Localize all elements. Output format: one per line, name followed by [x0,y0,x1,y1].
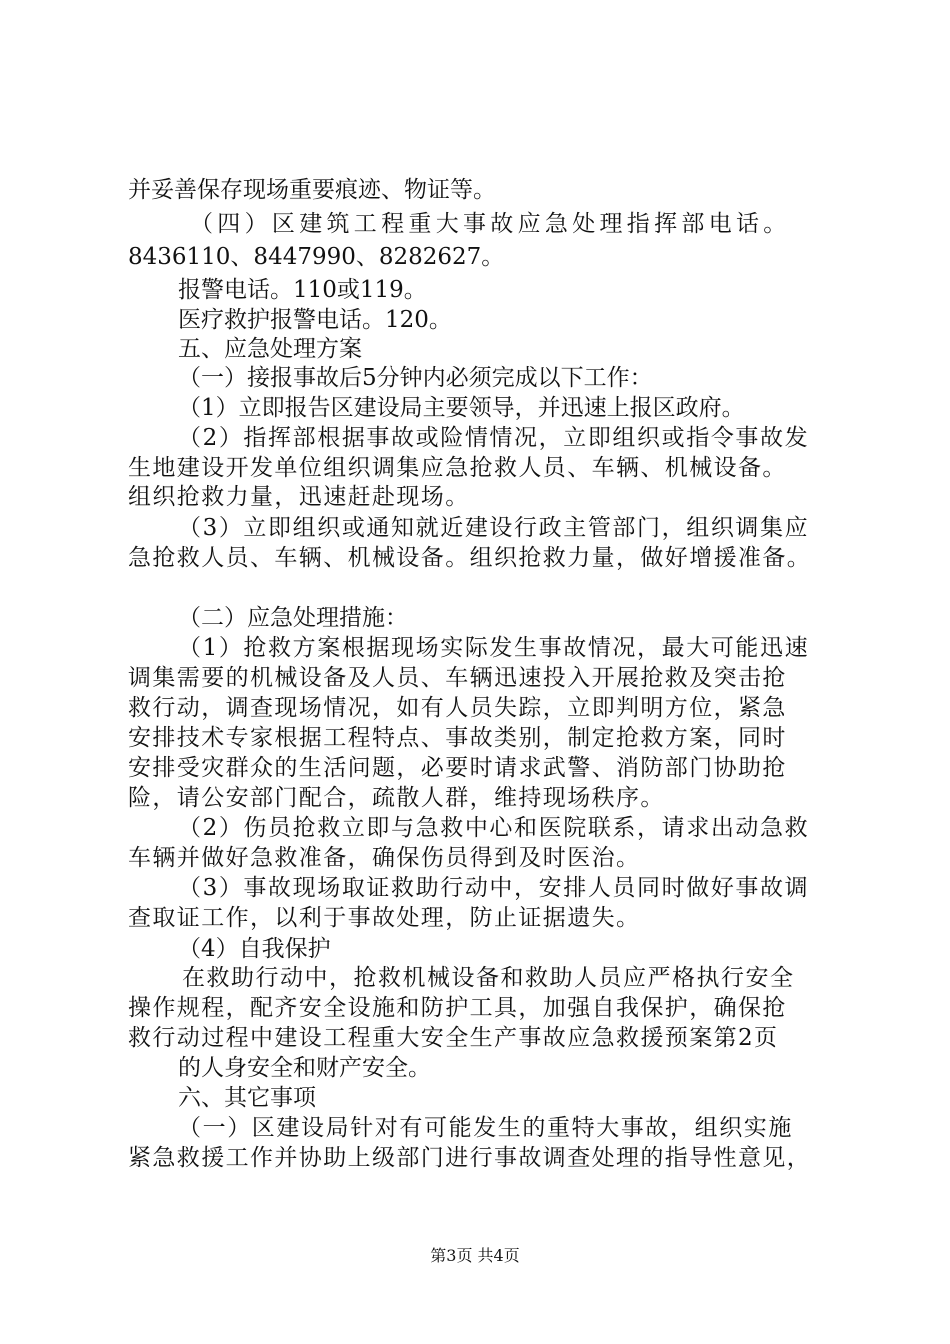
text-line: 救行动，调查现场情况，如有人员失踪，立即判明方位，紧急 [128,695,787,721]
text-line: 的人身安全和财产安全。 [178,1055,431,1081]
text-line: 报警电话。110或119。 [178,277,427,303]
text-line: （2）伤员抢救立即与急救中心和医院联系，请求出动急救 [178,815,810,841]
text-line: 紧急救援工作并协助上级部门进行事故调查处理的指导性意见， [128,1145,812,1171]
text-line: 救行动过程中建设工程重大安全生产事故应急救援预案第2页 [128,1025,779,1051]
text-line: 安排受灾群众的生活问题，必要时请求武警、消防部门协助抢 [128,755,787,781]
text-line: （一）区建设局针对有可能发生的重特大事故，组织实施 [178,1115,793,1141]
text-line: 生地建设开发单位组织调集应急抢救人员、车辆、机械设备。 [128,455,787,481]
text-line: （一）接报事故后5分钟内必须完成以下工作： [178,365,653,391]
text-line: 组织抢救力量，迅速赶赴现场。 [128,484,470,510]
text-line: （3）事故现场取证救助行动中，安排人员同时做好事故调 [178,875,810,901]
text-line: 在救助行动中，抢救机械设备和救助人员应严格执行安全 [182,965,795,991]
section-heading: 五、应急处理方案 [178,336,362,362]
text-line: （3）立即组织或通知就近建设行政主管部门，组织调集应 [178,515,810,541]
section-heading: 六、其它事项 [178,1085,316,1111]
text-line: （四）区建筑工程重大事故应急处理指挥部电话。 [190,211,791,237]
text-line: 8436110、8447990、8282627。 [128,244,505,270]
section-heading: （4）自我保护 [178,936,331,962]
page-footer: 第3页 共4页 [430,1246,520,1265]
text-line: 车辆并做好急救准备，确保伤员得到及时医治。 [128,845,641,871]
text-line: 急抢救人员、车辆、机械设备。组织抢救力量，做好增援准备。 [128,545,812,571]
text-line: 操作规程，配齐安全设施和防护工具，加强自我保护，确保抢 [128,995,787,1021]
text-line: （2）指挥部根据事故或险情情况，立即组织或指令事故发 [178,425,810,451]
text-line: （1）抢救方案根据现场实际发生事故情况，最大可能迅速 [178,635,810,661]
text-line: （1）立即报告区建设局主要领导，并迅速上报区政府。 [178,395,745,421]
section-heading: （二）应急处理措施： [178,605,408,631]
text-line: 险，请公安部门配合，疏散人群，维持现场秩序。 [128,785,665,811]
text-line: 安排技术专家根据工程特点、事故类别，制定抢救方案，同时 [128,725,787,751]
text-line: 医疗救护报警电话。120。 [178,307,452,333]
text-line: 查取证工作，以利于事故处理，防止证据遗失。 [128,905,641,931]
text-line: 并妥善保存现场重要痕迹、物证等。 [128,177,496,203]
text-line: 调集需要的机械设备及人员、车辆迅速投入开展抢救及突击抢 [128,665,787,691]
